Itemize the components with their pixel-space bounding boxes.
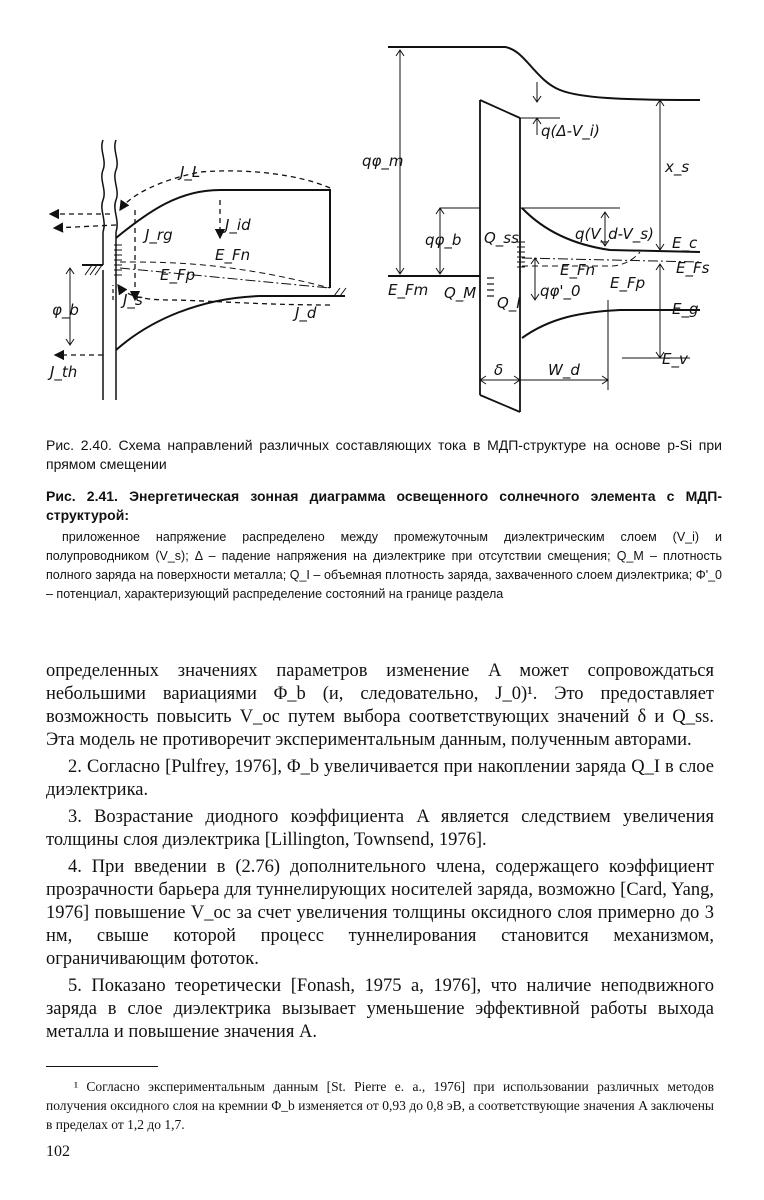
paragraph-1: определенных значениях параметров изменение A может сопровождаться небольшими вариациями Φ_b (и, следовательно, J_0)¹. Это предоставляет возможность повысить V_oc путем выбора соответствующих значений δ и Q_ss. Эта модель не противоречит экспериментальным данным, полученным авторами. — [46, 661, 714, 750]
label-qss: Q_ss — [484, 229, 519, 247]
label-qm: Q_M — [444, 284, 477, 302]
label-jid: J_id — [225, 216, 251, 234]
label-eg: E_g — [672, 300, 699, 318]
label-qphim: qφ_m — [362, 152, 404, 170]
label-qphi0: qφ'_0 — [540, 282, 581, 300]
paragraph-3: 3. Возрастание диодного коэффициента A является следствием увеличения толщины слоя диэлектрика [Lillington, Townsend, 1976]. — [46, 807, 714, 850]
label-efn: E_Fn — [215, 246, 251, 264]
footnote: ¹ Согласно экспериментальным данным [St. Pierre e. a., 1976] при использовании различных методов получения оксидного слоя на кремнии Φ_b изменяется от 0,93 до 0,8 эВ, а соответствующие значения A заключены в пределах от 1,2 до 1,7. — [46, 1079, 714, 1132]
label-wd: W_d — [548, 361, 580, 379]
caption-fig-2-41-title: Рис. 2.41. Энергетическая зонная диаграмма освещенного солнечного элемента с МДП-структурой: — [46, 488, 722, 523]
caption-fig-2-41-text: приложенное напряжение распределено между промежуточным диэлектрическим слоем (V_i) и полупроводником (V_s); Δ – падение напряжения на диэлектрике при отсутствии смещения; Q_M – плотность полного заряда на поверхности металла; Q_I – объемная плотность заряда, захваченного слоем диэлектрика; Φ'_0 – потенциал, характеризующий распределение состояний на границе раздела — [46, 530, 722, 601]
paragraph-5: 5. Показано теоретически [Fonash, 1975 a, 1976], что наличие неподвижного заряда в слое диэлектрика вызывает уменьшение эффективной работы выхода металла и повышение значения A. — [46, 976, 714, 1042]
main-text — [46, 660, 714, 1048]
footnote-rule — [46, 1066, 158, 1067]
label-jrg: J_rg — [145, 226, 173, 244]
label-efp: E_Fp — [610, 274, 646, 292]
label-qvdvs: q(V_d-V_s) — [575, 225, 654, 243]
label-qphib: qφ_b — [425, 231, 462, 249]
label-qdelta: q(Δ-V_i) — [541, 122, 600, 140]
label-jd: J_d — [295, 304, 317, 322]
label-qi: Q_I — [497, 294, 521, 312]
label-ev: E_v — [662, 350, 688, 368]
label-delta: δ — [494, 361, 504, 379]
label-efm: E_Fm — [388, 281, 429, 299]
label-js: J_s — [123, 291, 143, 309]
label-xs: x_s — [665, 158, 690, 176]
label-phib: φ_b — [52, 301, 79, 319]
label-efp: E_Fp — [160, 266, 196, 284]
label-efn: E_Fn — [560, 261, 596, 279]
label-jl: J_L — [180, 163, 201, 181]
page-number: 102 — [46, 1143, 70, 1160]
figures-area — [0, 0, 764, 425]
paragraph-4: 4. При введении в (2.76) дополнительного члена, содержащего коэффициент прозрачности барьера для туннелирующих носителей заряда, возможно [Card, Yang, 1976] повышение V_oc за счет увеличения толщины оксидного слоя примерно до 3 нм, свыше которой процесс туннелирования становится механизмом, ограничивающим фототок. — [46, 857, 714, 969]
label-efs: E_Fs — [676, 259, 710, 277]
paragraph-2: 2. Согласно [Pulfrey, 1976], Φ_b увеличивается при накоплении заряда Q_I в слое диэлектрика. — [46, 757, 714, 800]
label-jth: J_th — [50, 363, 78, 381]
caption-fig-2-40: Рис. 2.40. Схема направлений различных составляющих тока в МДП-структуре на основе p-Si при прямом смещении — [46, 437, 722, 472]
label-ec: E_c — [672, 234, 698, 252]
